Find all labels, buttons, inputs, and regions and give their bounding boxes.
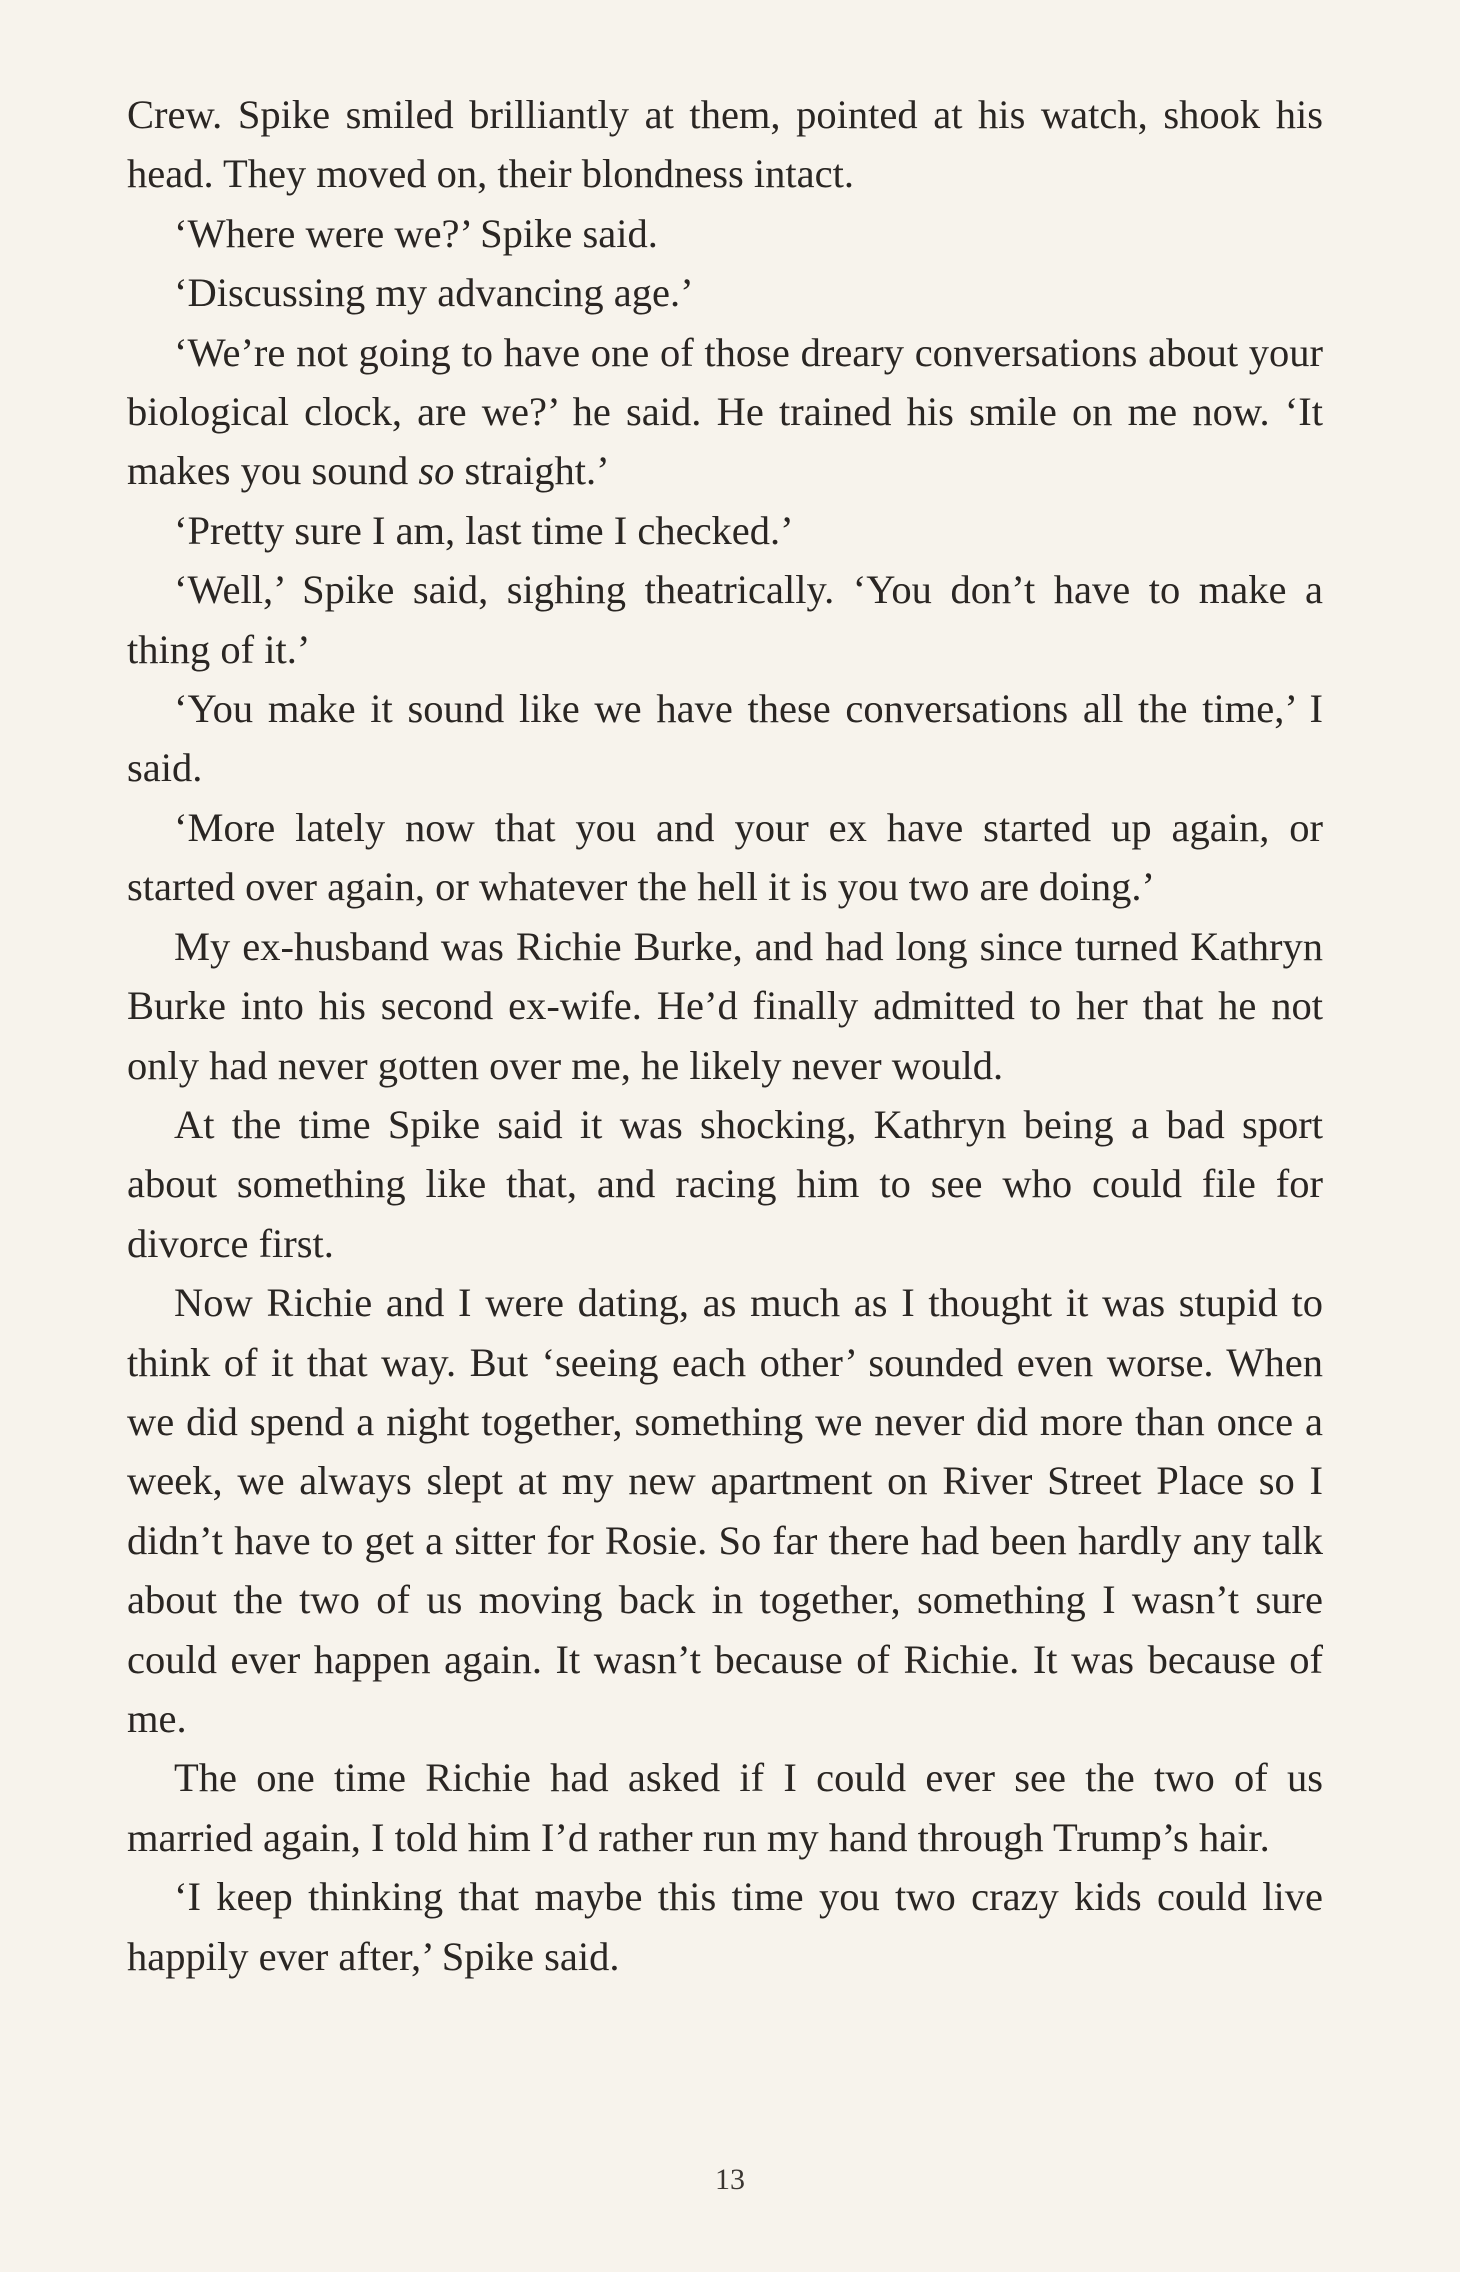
paragraph: ‘More lately now that you and your ex have started up again, or started over again, or whatever the hell it is you two are doing.’	[127, 804, 1323, 910]
paragraph: Crew. Spike smiled brilliantly at them, pointed at his watch, shook his head. They moved on, their blondness intact.	[127, 92, 1323, 197]
paragraph-text: ‘We’re not going to have one of those dreary conversations about your biological clock, are we?’ he said. He trained his smile on me now. ‘It makes you sound	[127, 329, 1323, 494]
paragraph: ‘Pretty sure I am, last time I checked.’	[174, 507, 794, 553]
paragraph: My ex-husband was Richie Burke, and had long since turned Kathryn Burke into his second ex-wife. He’d finally admitted to her that he not only had never gotten over me, he likely never would.	[127, 923, 1323, 1088]
paragraph: Now Richie and I were dating, as much as I thought it was stupid to think of it that way. But ‘seeing each other’ sounded even worse. When we did spend a night together, something we never did more than once a week, we always slept at my new apartment on River Street Place so I didn’t have to get a sitter for Rosie. So far there had been hardly any talk about the two of us moving back in together, something I wasn’t sure could ever happen again. It wasn’t because of Richie. It was because of me.	[127, 1280, 1323, 1741]
paragraph-text-end: straight.’	[454, 448, 610, 494]
paragraph: ‘Discussing my advancing age.’	[174, 270, 694, 316]
page-number: 13	[715, 2163, 745, 2196]
paragraph: ‘Well,’ Spike said, sighing theatrically. ‘You don’t have to make a thing of it.’	[127, 567, 1323, 672]
body-text	[127, 85, 1323, 1986]
emphasis: so	[418, 448, 455, 494]
paragraph	[127, 323, 1323, 501]
paragraph: The one time Richie had asked if I could ever see the two of us married again, I told him I’d rather run my hand through Trump’s hair.	[127, 1755, 1323, 1860]
paragraph: ‘I keep thinking that maybe this time you two crazy kids could live happily ever after,’ Spike said.	[127, 1874, 1323, 1979]
paragraph: ‘You make it sound like we have these conversations all the time,’ I said.	[127, 686, 1323, 791]
paragraph: ‘Where were we?’ Spike said.	[174, 210, 658, 256]
paragraph: At the time Spike said it was shocking, Kathryn being a bad sport about something like that, and racing him to see who could file for divorce first.	[127, 1101, 1323, 1266]
